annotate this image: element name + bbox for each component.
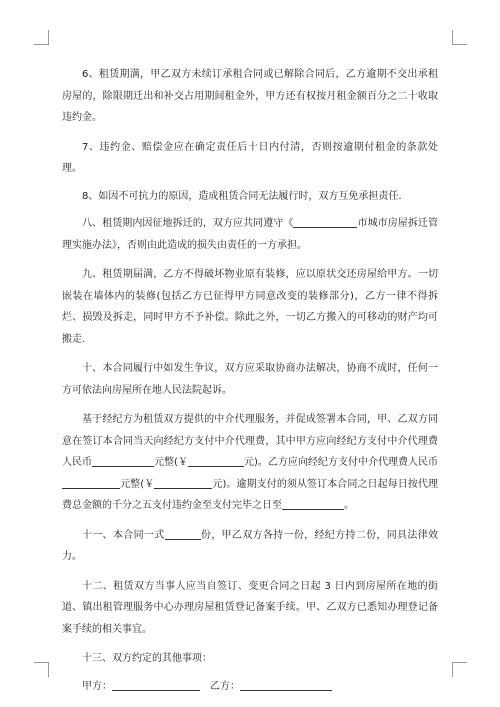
crop-mark-bottom-right: [452, 662, 467, 677]
contract-body: [62, 64, 438, 697]
copies-count-blank[interactable]: [165, 527, 201, 540]
clause-eight-post: 市城市房屋拆迁管理实施办法》，否则由此造成的损失由责任的一方承担。: [62, 218, 439, 251]
fee-tail-b: 。: [344, 500, 354, 511]
clause-twelve: 十二、租赁双方当事人应当自签订、变更合同之日起 3 日内到房屋所在地的街道、镇出租管理服务中心办理房屋租赁登记备案手续。甲、乙双方已悉知办理登记备案手续的相关事宜。: [62, 580, 438, 635]
fee-tail-a: 元)。逾期支付的须从签订本合同之日起每日按代理费总金额的千分之五支付违约金至支付完毕之日至: [62, 478, 438, 511]
clause-ten: 十、本合同履行中如发生争议，双方应采取协商办法解决，协商不成时，任何一方可依法向房屋所在地人民法院起诉。: [62, 363, 438, 396]
clause-eleven: [62, 525, 438, 568]
penalty-end-date-blank[interactable]: [282, 497, 344, 510]
signature-line: [62, 676, 438, 698]
clause-eight-pre: 八、租赁期内因征地拆迁的，双方应共同遵守《: [82, 218, 294, 229]
party-b-label: 乙方：: [210, 680, 240, 692]
crop-mark-top-right: [452, 30, 467, 45]
clause-eleven-pre: 十一、本合同一式: [82, 529, 165, 541]
party-b-fee-words-blank[interactable]: [62, 476, 120, 489]
fee-yuan-2: 元整(￥: [120, 478, 155, 490]
clause-6: 6、租赁期满，甲乙双方未续订承租合同或已解除合同后，乙方逾期不交出承租房屋的，除限期迁出和补交占用期间租金外，甲方还有权按月租金额百分之二十收取违约金。: [62, 69, 438, 123]
clause-nine: 九、租赁期届满，乙方不得破坏物业原有装修，应以原状交还房屋给甲方。一切嵌装在墙体内的装修(包括乙方已征得甲方同意改变的装修部分)，乙方一律不得拆烂、损毁及拆走，同时甲方不予补偿。除此之外，一切乙方搬入的可移动的财产均可搬走.: [62, 269, 438, 345]
clause-8: 8、如因不可抗力的原因，造成租赁合同无法履行时，双方互免承担责任.: [82, 190, 402, 202]
party-b-fee-amount-blank[interactable]: [154, 476, 212, 489]
crop-mark-bottom-left: [34, 662, 49, 677]
party-a-signature-blank[interactable]: [112, 678, 200, 691]
clause-eight-demolition: [62, 213, 438, 256]
fee-mid: 元)。乙方应向经纪方支付中介代理费人民币: [243, 457, 439, 468]
party-b-signature-blank[interactable]: [240, 678, 332, 691]
clause-thirteen: 十三、双方约定的其他事项：: [82, 653, 212, 664]
clause-eleven-post: 份，甲乙双方各持一份，经纪方持二份，同具法律效力。: [62, 529, 439, 562]
party-a-fee-amount-blank[interactable]: [188, 454, 244, 467]
party-a-label: 甲方：: [82, 680, 112, 692]
clause-7: 7、违约金、赔偿金应在确定责任后十日内付清，否则按逾期付租金的条款处理。: [62, 141, 438, 174]
party-a-fee-words-blank[interactable]: [92, 454, 154, 467]
crop-mark-top-left: [34, 30, 49, 45]
agency-fee-clause: [62, 409, 438, 517]
fee-intro: 基于经纪方为租赁双方提供的中介代理服务，并促成签署本合同，甲、乙双方同意在签订本合同当天向经纪方支付中介代理费，其中甲方应向经纪方支付中介代理费人民币: [62, 414, 438, 468]
fee-yuan-1: 元整(￥: [154, 457, 188, 468]
city-name-blank[interactable]: [293, 215, 357, 228]
